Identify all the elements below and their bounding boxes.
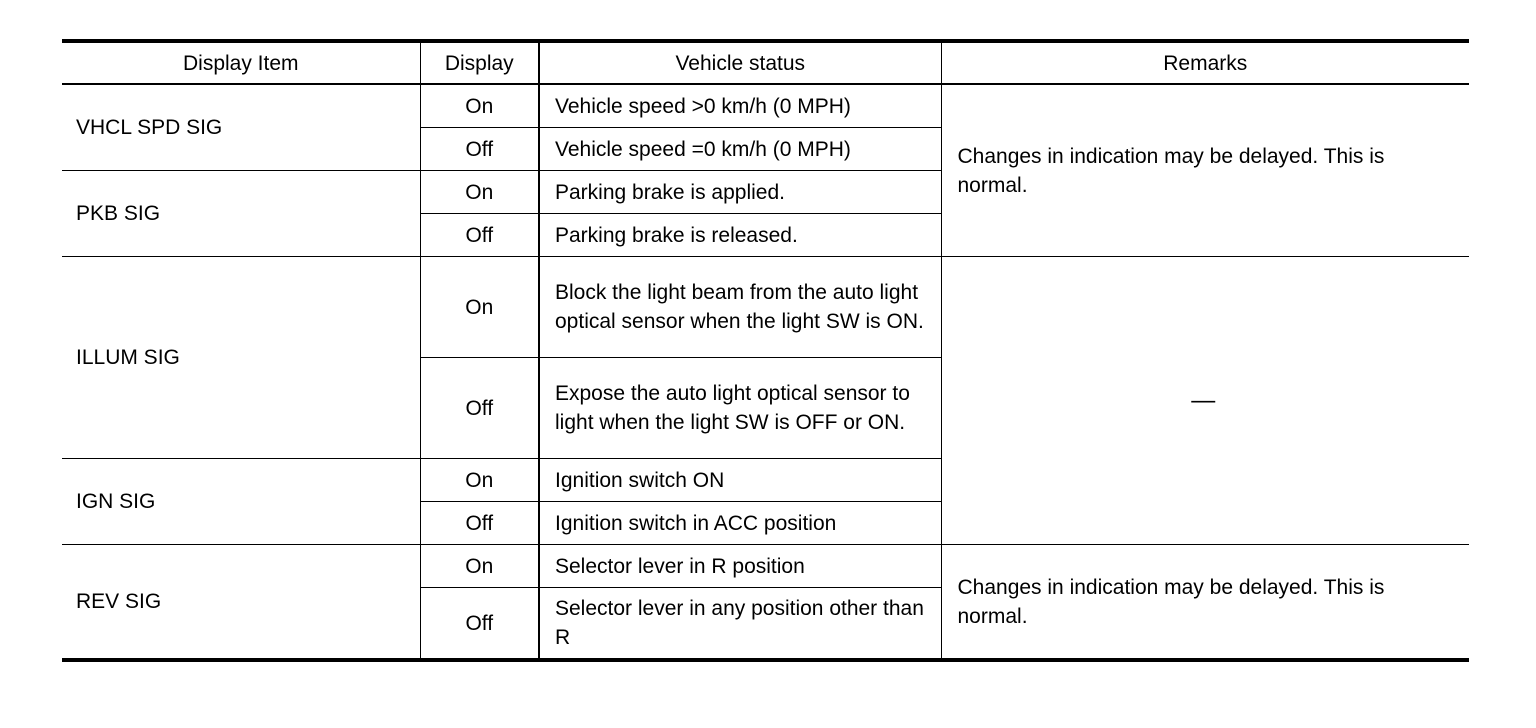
display-value: Off — [420, 214, 539, 257]
display-value: On — [420, 84, 539, 128]
vehicle-status: Selector lever in any position other than R — [539, 588, 941, 661]
table-row — [62, 84, 1469, 128]
display-item-vhcl-spd-sig: VHCL SPD SIG — [62, 84, 420, 171]
header-display: Display — [420, 41, 539, 84]
header-vehicle-status: Vehicle status — [539, 41, 941, 84]
vehicle-status: Vehicle speed =0 km/h (0 MPH) — [539, 128, 941, 171]
remarks-cell-dash: — — [941, 257, 1469, 545]
display-item-ign-sig: IGN SIG — [62, 459, 420, 545]
table-row — [62, 257, 1469, 358]
header-row — [62, 41, 1469, 84]
display-value: On — [420, 545, 539, 588]
display-value: Off — [420, 128, 539, 171]
display-value: Off — [420, 502, 539, 545]
header-display-item: Display Item — [62, 41, 420, 84]
vehicle-status: Parking brake is released. — [539, 214, 941, 257]
vehicle-status: Parking brake is applied. — [539, 171, 941, 214]
vehicle-status: Ignition switch ON — [539, 459, 941, 502]
spec-table — [62, 39, 1469, 662]
display-value: Off — [420, 588, 539, 661]
display-value: On — [420, 171, 539, 214]
display-value: On — [420, 257, 539, 358]
display-item-rev-sig: REV SIG — [62, 545, 420, 661]
vehicle-status: Block the light beam from the auto light optical sensor when the light SW is ON. — [539, 257, 941, 358]
remarks-cell: Changes in indication may be delayed. This is normal. — [941, 545, 1469, 661]
display-item-illum-sig: ILLUM SIG — [62, 257, 420, 459]
display-value: Off — [420, 358, 539, 459]
table-row — [62, 545, 1469, 588]
vehicle-status: Ignition switch in ACC position — [539, 502, 941, 545]
remarks-cell: Changes in indication may be delayed. This is normal. — [941, 84, 1469, 257]
display-value: On — [420, 459, 539, 502]
vehicle-status: Expose the auto light optical sensor to light when the light SW is OFF or ON. — [539, 358, 941, 459]
display-item-pkb-sig: PKB SIG — [62, 171, 420, 257]
vehicle-status: Vehicle speed >0 km/h (0 MPH) — [539, 84, 941, 128]
header-remarks: Remarks — [941, 41, 1469, 84]
vehicle-status: Selector lever in R position — [539, 545, 941, 588]
